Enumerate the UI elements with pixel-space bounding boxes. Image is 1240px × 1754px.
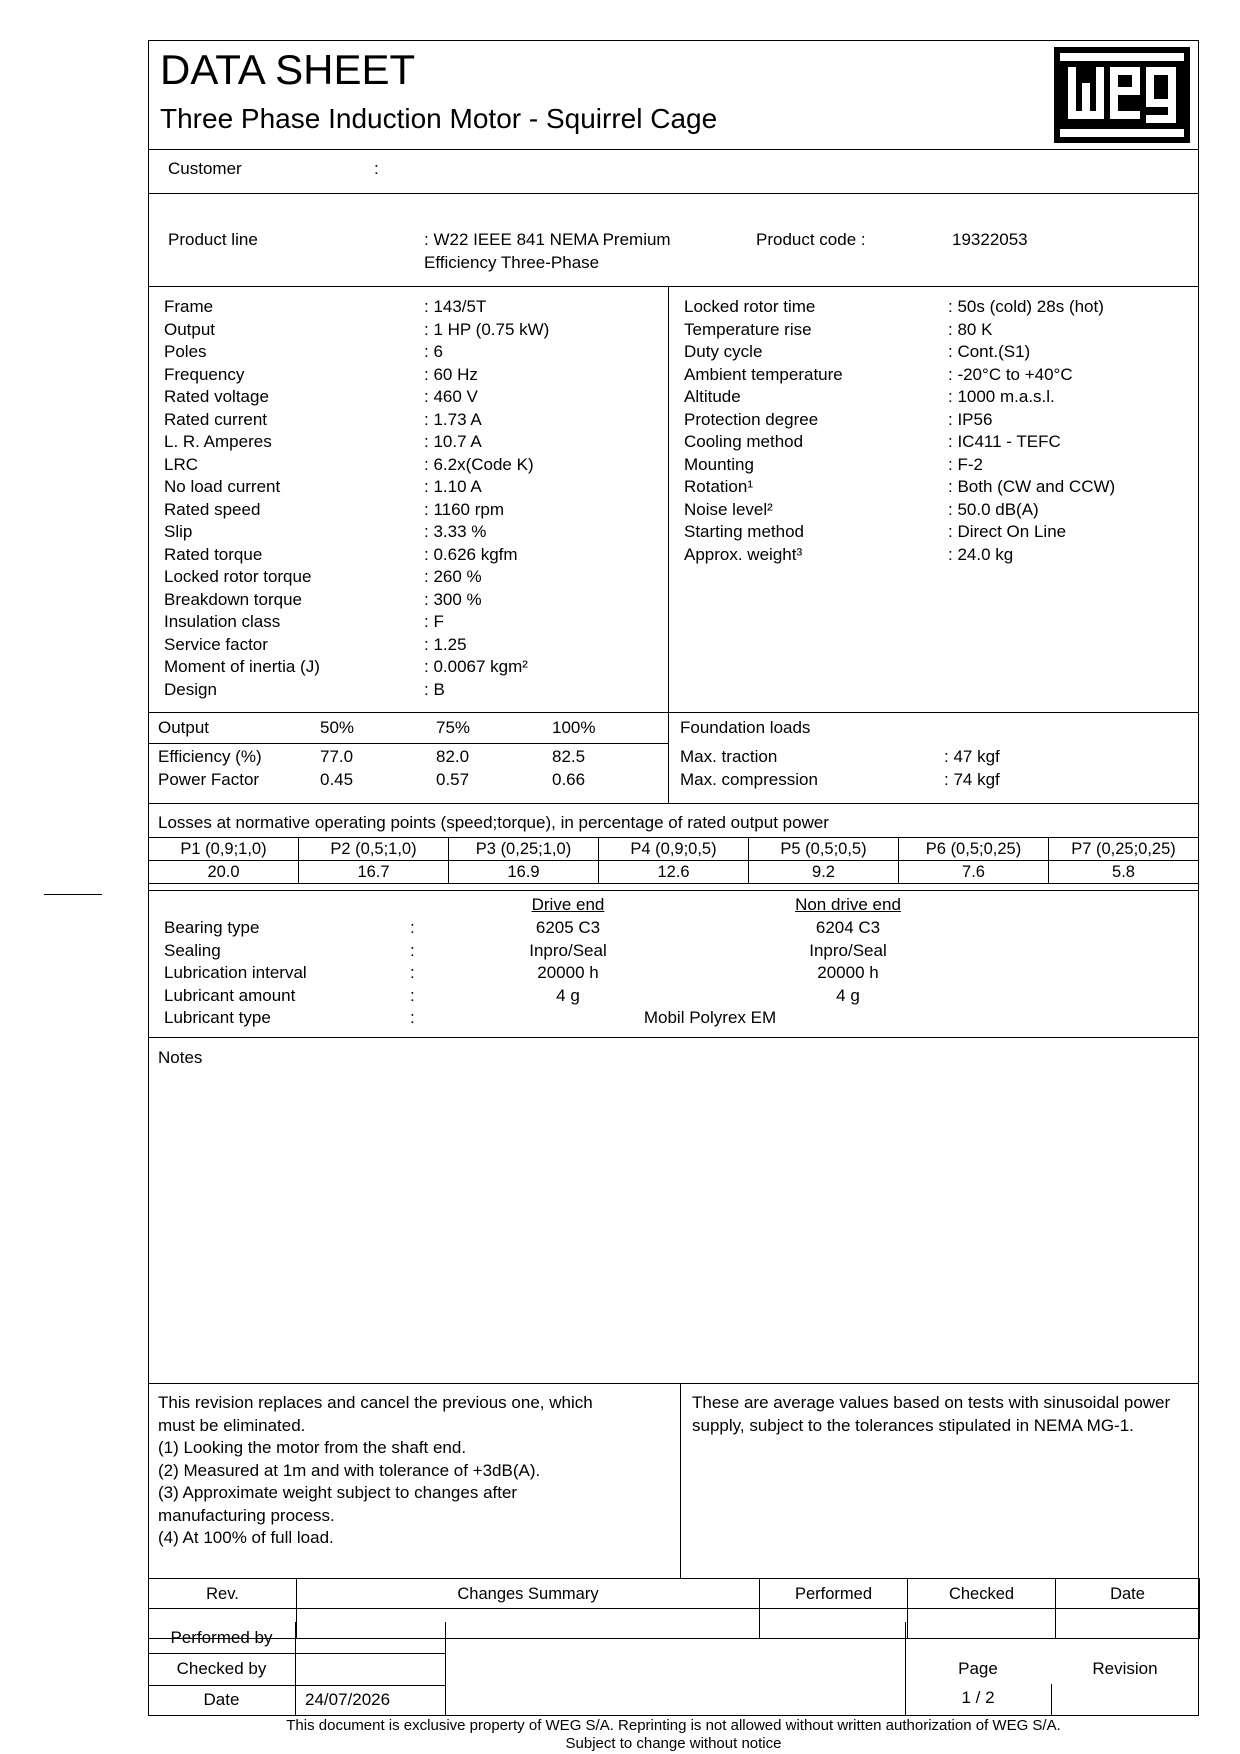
lubricant-type-value: Mobil Polyrex EM <box>643 1008 777 1027</box>
load-50: 50% <box>320 718 355 737</box>
revision-header: Performed <box>760 1579 908 1609</box>
spec-value: : Direct On Line <box>948 522 1067 541</box>
spec-value: : F <box>424 612 444 631</box>
bearing-colons: : : : : : <box>410 918 415 1027</box>
spec-label: Ambient temperature <box>684 364 843 384</box>
spec-value: : IP56 <box>948 409 993 429</box>
drive-end-heading: Drive end <box>531 895 605 914</box>
revision-table <box>148 1578 1200 1639</box>
spec-value: : IC411 - TEFC <box>948 432 1061 451</box>
table-row <box>149 861 1199 884</box>
losses-title: Losses at normative operating points (speed;torque), in percentage of rated output power <box>158 813 829 832</box>
traction-value: : 47 kgf <box>944 747 1000 766</box>
spec-label: Poles <box>164 342 207 361</box>
spec-label: Output <box>164 319 216 339</box>
remark-line: manufacturing process. <box>158 1505 335 1525</box>
specs-right-labels <box>684 296 843 566</box>
page-value: 1 / 2 <box>961 1688 995 1707</box>
spec-value: : 60 Hz <box>424 364 478 384</box>
load-100: 100% <box>552 718 596 737</box>
revision-header: Rev. <box>149 1579 297 1609</box>
page-label: Page <box>958 1659 998 1678</box>
spec-label: Rated voltage <box>164 387 269 406</box>
spec-label: Protection degree <box>684 409 819 429</box>
efficiency-100: 82.5 <box>552 747 586 766</box>
spec-value: : 1160 rpm <box>424 499 505 519</box>
table-row <box>149 1609 1200 1639</box>
spec-value: : 1.10 A <box>424 477 482 496</box>
spec-value: : 0.626 kgfm <box>424 544 518 564</box>
spec-value: : 6.2x(Code K) <box>424 454 534 474</box>
spec-label: LRC <box>164 454 199 474</box>
revision-label: Revision <box>1092 1659 1158 1678</box>
bearing-value: 20000 h <box>817 963 879 982</box>
non-drive-end-values <box>778 917 918 1007</box>
bearing-label: Lubricant type <box>164 1008 271 1027</box>
losses-value: 16.9 <box>449 861 599 884</box>
foundation-title: Foundation loads <box>680 718 811 737</box>
product-code-label: Product code : <box>756 230 866 249</box>
spec-value: : 1.73 A <box>424 409 482 429</box>
losses-header: P3 (0,25;1,0) <box>449 838 599 861</box>
bearing-labels <box>164 917 307 1030</box>
spec-label: Cooling method <box>684 432 804 451</box>
spec-label: Mounting <box>684 454 754 474</box>
revision-header: Checked <box>908 1579 1056 1609</box>
specs-right-values <box>948 296 1115 566</box>
bearing-label: Lubricant amount <box>164 985 296 1005</box>
non-drive-end-heading: Non drive end <box>795 895 901 914</box>
losses-value: 16.7 <box>299 861 449 884</box>
specs-left-values <box>424 296 549 701</box>
spec-value: : 300 % <box>424 589 482 609</box>
spec-value: : 260 % <box>424 567 482 586</box>
spec-label: Duty cycle <box>684 342 763 361</box>
losses-value: 9.2 <box>749 861 899 884</box>
spec-label: Noise level² <box>684 499 773 519</box>
remarks-right: These are average values based on tests with sinusoidal power supply, subject to the tolerances stipulated in NEMA MG-1. <box>692 1393 1171 1435</box>
spec-label: Insulation class <box>164 612 281 631</box>
remarks-left <box>158 1392 593 1550</box>
table-row <box>149 838 1199 861</box>
compression-value: : 74 kgf <box>944 770 1000 789</box>
footer-notice: Subject to change without notice <box>565 1735 782 1752</box>
spec-value: : 50.0 dB(A) <box>948 499 1039 519</box>
notes-title: Notes <box>158 1048 203 1067</box>
checked-by-label: Checked by <box>176 1659 267 1678</box>
bearing-value: 6205 C3 <box>535 918 601 937</box>
losses-value: 12.6 <box>599 861 749 884</box>
remark-line: (4) At 100% of full load. <box>158 1528 334 1547</box>
spec-value: : 10.7 A <box>424 432 482 451</box>
remark-line: (1) Looking the motor from the shaft end. <box>158 1438 467 1457</box>
bearing-value: 20000 h <box>537 963 599 982</box>
power-factor-100: 0.66 <box>552 770 586 789</box>
efficiency-50: 77.0 <box>320 747 354 766</box>
losses-header: P6 (0,5;0,25) <box>899 838 1049 861</box>
spec-label: Locked rotor torque <box>164 567 312 586</box>
spec-label: Rotation¹ <box>684 477 753 496</box>
customer-label: Customer <box>168 159 242 178</box>
product-code-value: 19322053 <box>952 230 1028 249</box>
spec-label: Rated speed <box>164 499 261 519</box>
spec-value: : 1 HP (0.75 kW) <box>424 319 550 339</box>
compression-label: Max. compression <box>680 770 818 789</box>
bearing-value: 4 g <box>556 985 580 1005</box>
revision-header: Date <box>1056 1579 1200 1609</box>
losses-header: P2 (0,5;1,0) <box>299 838 449 861</box>
remark-line: This revision replaces and cancel the previous one, which <box>158 1393 593 1412</box>
bearing-value: Inpro/Seal <box>809 940 887 960</box>
date-value: 24/07/2026 <box>305 1690 391 1709</box>
spec-value: : 1000 m.a.s.l. <box>948 387 1055 406</box>
spec-value: : 80 K <box>948 319 993 339</box>
bearing-label: Bearing type <box>164 918 260 937</box>
spec-label: Approx. weight³ <box>684 544 803 564</box>
power-factor-75: 0.57 <box>436 770 470 789</box>
performance-output-label: Output <box>158 718 210 737</box>
drive-end-values <box>498 917 638 1007</box>
remark-line: (2) Measured at 1m and with tolerance of +3dB(A). <box>158 1460 541 1480</box>
losses-header: P4 (0,9;0,5) <box>599 838 749 861</box>
weg-logo-icon <box>1054 47 1190 143</box>
remark-line: (3) Approximate weight subject to changes after <box>158 1483 518 1502</box>
spec-value: : 24.0 kg <box>948 544 1014 564</box>
spec-label: Frame <box>164 297 214 316</box>
product-line-label: Product line <box>168 230 258 249</box>
spec-label: Locked rotor time <box>684 297 816 316</box>
losses-header: P1 (0,9;1,0) <box>149 838 299 861</box>
efficiency-label: Efficiency (%) <box>158 747 262 766</box>
footer-copyright: This document is exclusive property of WEG S/A. Reprinting is not allowed without written authorization of WEG S/A. <box>286 1717 1061 1734</box>
losses-header: P5 (0,5;0,5) <box>749 838 899 861</box>
losses-table <box>148 837 1199 884</box>
power-factor-50: 0.45 <box>320 770 354 789</box>
power-factor-label: Power Factor <box>158 770 260 789</box>
spec-label: Altitude <box>684 387 741 406</box>
spec-label: No load current <box>164 477 281 496</box>
bearing-value: 4 g <box>836 985 860 1005</box>
spec-label: Slip <box>164 522 193 541</box>
product-line-value: : W22 IEEE 841 NEMA Premium Efficiency Three-Phase <box>424 230 671 272</box>
spec-value: : 1.25 <box>424 634 467 654</box>
page-title: DATA SHEET <box>160 46 416 93</box>
spec-value: : -20°C to +40°C <box>948 364 1073 384</box>
spec-value: : 0.0067 kgm² <box>424 657 528 676</box>
spec-value: : 143/5T <box>424 297 487 316</box>
page-subtitle: Three Phase Induction Motor - Squirrel Cage <box>160 103 718 134</box>
losses-header: P7 (0,25;0,25) <box>1049 838 1199 861</box>
spec-label: Moment of inertia (J) <box>164 657 320 676</box>
losses-value: 20.0 <box>149 861 299 884</box>
customer-value: : <box>374 159 379 178</box>
losses-value: 7.6 <box>899 861 1049 884</box>
spec-label: Temperature rise <box>684 319 812 339</box>
spec-value: : 460 V <box>424 387 478 406</box>
spec-label: Service factor <box>164 634 268 654</box>
spec-value: : Cont.(S1) <box>948 342 1031 361</box>
spec-label: Design <box>164 679 217 699</box>
revision-header: Changes Summary <box>297 1579 760 1609</box>
spec-value: : B <box>424 679 445 699</box>
margin-mark <box>44 894 102 895</box>
efficiency-75: 82.0 <box>436 747 470 766</box>
losses-value: 5.8 <box>1049 861 1199 884</box>
remark-line: must be eliminated. <box>158 1415 306 1435</box>
date-label: Date <box>203 1690 240 1709</box>
spec-label: L. R. Amperes <box>164 432 272 451</box>
spec-label: Starting method <box>684 522 805 541</box>
bearing-label: Sealing <box>164 940 221 960</box>
spec-value: : 3.33 % <box>424 522 487 541</box>
bearing-value: Inpro/Seal <box>529 940 607 960</box>
bearing-label: Lubrication interval <box>164 963 307 982</box>
spec-value: : 50s (cold) 28s (hot) <box>948 297 1104 316</box>
bearing-value: 6204 C3 <box>815 918 881 937</box>
spec-label: Frequency <box>164 364 245 384</box>
load-75: 75% <box>436 718 471 737</box>
specs-left-labels <box>164 296 320 701</box>
spec-label: Breakdown torque <box>164 589 302 609</box>
traction-label: Max. traction <box>680 747 778 766</box>
table-row <box>149 1579 1200 1609</box>
spec-value: : Both (CW and CCW) <box>948 477 1116 496</box>
performed-by-label: Performed by <box>170 1628 273 1647</box>
spec-label: Rated torque <box>164 544 263 564</box>
spec-value: : 6 <box>424 342 443 361</box>
spec-value: : F-2 <box>948 454 983 474</box>
spec-label: Rated current <box>164 409 267 429</box>
